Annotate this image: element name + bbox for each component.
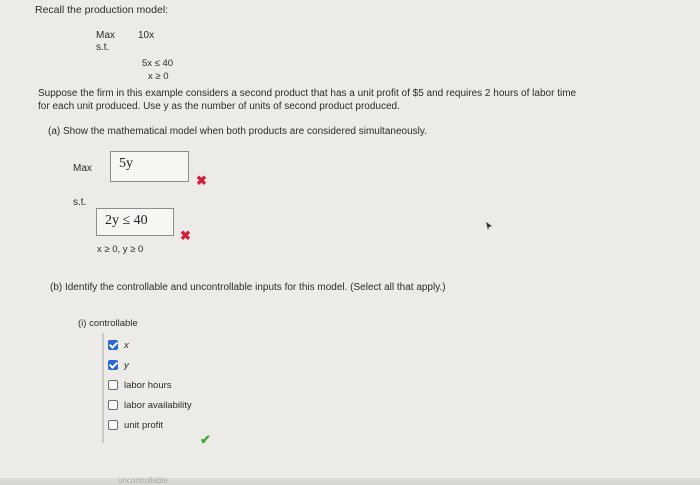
problem-line-2: for each unit produced. Use y as the number of units of second product produced. [38,101,400,112]
mouse-cursor-icon [484,221,494,231]
option-labor-hours-label: labor hours [124,379,172,391]
option-y-label: y [124,359,129,371]
option-unit-profit[interactable] [108,418,163,432]
option-group-divider [102,333,104,443]
problem-line-1: Suppose the firm in this example considers a second product that has a unit profit of $5 and requires 2 hours of labor time [38,88,577,99]
checkbox-x[interactable] [108,340,118,350]
next-section-label: uncontrollable [118,476,168,485]
bottom-cutoff [0,478,700,485]
option-x[interactable] [108,338,129,352]
checkbox-y[interactable] [108,360,118,370]
option-labor-availability[interactable] [108,398,192,412]
controllable-correct-icon: ✔ [200,432,211,447]
recall-objective: 10x [138,30,155,41]
part-a-max-label: Max [73,163,92,174]
nonnegativity-constraint: x ≥ 0, y ≥ 0 [97,244,144,255]
recall-heading: Recall the production model: [35,4,169,16]
recall-constraint-1: 5x ≤ 40 [142,58,174,69]
checkbox-labor-availability[interactable] [108,400,118,410]
recall-constraint-2: x ≥ 0 [148,71,169,82]
part-a-prompt: (a) Show the mathematical model when both products are considered simultaneously. [48,126,427,137]
option-y[interactable] [108,358,129,372]
recall-max-label: Max [96,30,115,41]
part-b-prompt: (b) Identify the controllable and uncontrollable inputs for this model. (Select all that apply.) [50,282,446,293]
objective-input[interactable]: 5y [110,151,189,182]
option-x-label: x [124,339,129,351]
recall-st-label: s.t. [96,42,110,53]
option-labor-hours[interactable] [108,378,172,392]
option-labor-availability-label: labor availability [124,399,192,411]
constraint-input[interactable]: 2y ≤ 40 [96,208,174,236]
checkbox-labor-hours[interactable] [108,380,118,390]
constraint-incorrect-icon: ✖ [180,228,191,243]
option-unit-profit-label: unit profit [124,419,164,431]
part-a-st-label: s.t. [73,197,87,208]
controllable-heading: (i) controllable [78,318,138,329]
checkbox-unit-profit[interactable] [108,420,118,430]
objective-incorrect-icon: ✖ [196,173,207,188]
